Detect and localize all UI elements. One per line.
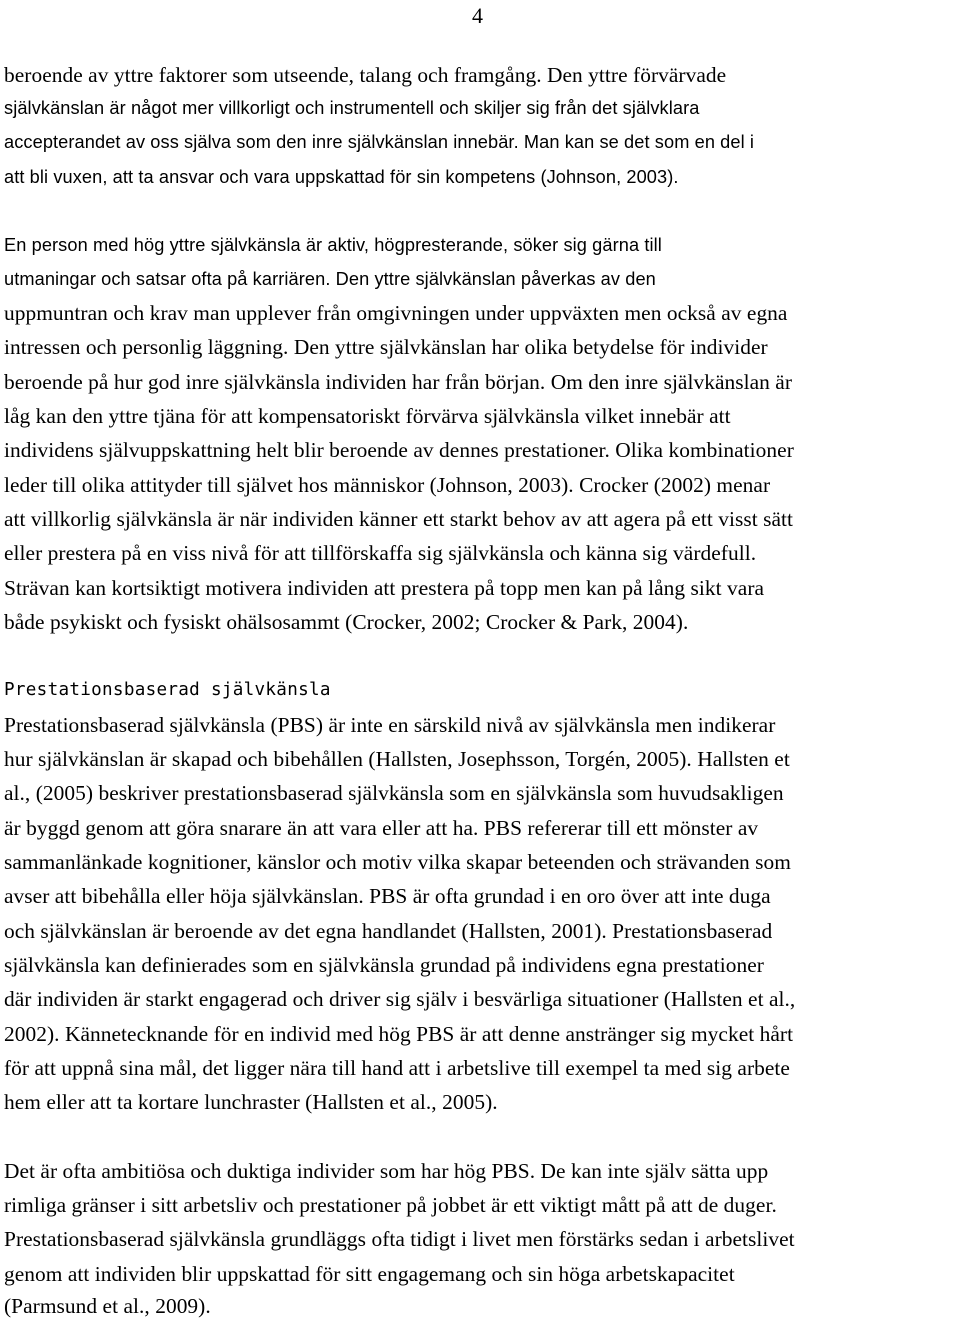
paragraph-line: (Parmsund et al., 2009). (4, 1294, 211, 1318)
paragraph-line: självkänsla kan definierades som en självkänsla grundad på individens egna prestationer (4, 953, 764, 977)
paragraph-line: där individen är starkt engagerad och driver sig själv i besvärliga situationer (Hallsten et al., (4, 987, 796, 1011)
paragraph-line: Strävan kan kortsiktigt motivera individen att prestera på topp men kan på lång sikt vara (4, 576, 765, 600)
paragraph-line: utmaningar och satsar ofta på karriären. Den yttre självkänslan påverkas av den (4, 269, 656, 289)
paragraph-line: 2002). Kännetecknande för en individ med hög PBS är att denne anstränger sig mycket hårt (4, 1022, 794, 1046)
paragraph-line: rimliga gränser i sitt arbetsliv och prestationer på jobbet är ett viktigt mått på att de duger. (4, 1193, 777, 1217)
paragraph-line: leder till olika attityder till självet hos människor (Johnson, 2003). Crocker (2002) menar (4, 473, 771, 497)
paragraph-line: avser att bibehålla eller höja självkänslan. PBS är ofta grundad i en oro över att inte duga (4, 884, 771, 908)
paragraph-line: både psykiskt och fysiskt ohälsosammt (Crocker, 2002; Crocker & Park, 2004). (4, 610, 689, 634)
paragraph-line: intressen och personlig läggning. Den yttre självkänslan har olika betydelse för individer (4, 335, 768, 359)
paragraph-line: hur självkänslan är skapad och bibehållen (Hallsten, Josephsson, Torgén, 2005). Hallsten et (4, 747, 790, 771)
paragraph-line: En person med hög yttre självkänsla är aktiv, högpresterande, söker sig gärna till (4, 235, 662, 255)
page-number: 4 (472, 3, 483, 28)
paragraph-line: Prestationsbaserad självkänsla (PBS) är inte en särskild nivå av självkänsla men indikerar (4, 713, 776, 737)
paragraph-line: för att uppnå sina mål, det ligger nära till hand att i arbetslive till exempel ta med sig arbete (4, 1056, 790, 1080)
section-heading: Prestationsbaserad självkänsla (4, 680, 331, 700)
paragraph-line: eller prestera på en viss nivå för att tillförskaffa sig självkänsla och känna sig värdefull. (4, 541, 757, 565)
paragraph-line: Prestationsbaserad självkänsla grundläggs ofta tidigt i livet men förstärks sedan i arbetslivet (4, 1227, 795, 1251)
paragraph-line: genom att individen blir uppskattad för sitt engagemang och sin höga arbetskapacitet (4, 1262, 735, 1286)
paragraph-line: är byggd genom att göra snarare än att vara eller att ha. PBS refererar till ett mönster av (4, 816, 759, 840)
paragraph-line: att bli vuxen, att ta ansvar och vara uppskattad för sin kompetens (Johnson, 2003). (4, 167, 679, 187)
paragraph-line: individens självuppskattning helt blir beroende av dennes prestationer. Olika kombinationer (4, 438, 794, 462)
paragraph-line: al., (2005) beskriver prestationsbaserad självkänsla som en självkänsla som huvudsakligen (4, 781, 784, 805)
paragraph-line: beroende på hur god inre självkänsla individen har från början. Om den inre självkänslan är (4, 370, 793, 394)
paragraph-line: och självkänslan är beroende av det egna handlandet (Hallsten, 2001). Prestationsbaserad (4, 919, 773, 943)
paragraph-line: accepterandet av oss själva som den inre självkänslan innebär. Man kan se det som en del i (4, 132, 755, 152)
paragraph-line: självkänslan är något mer villkorligt och instrumentell och skiljer sig från det självklara (4, 98, 700, 118)
paragraph-line: beroende av yttre faktorer som utseende, talang och framgång. Den yttre förvärvade (4, 63, 727, 87)
paragraph-line: uppmuntran och krav man upplever från omgivningen under uppväxten men också av egna (4, 301, 788, 325)
paragraph-line: Det är ofta ambitiösa och duktiga individer som har hög PBS. De kan inte själv sätta upp (4, 1159, 769, 1183)
paragraph-line: att villkorlig självkänsla är när individen känner ett starkt behov av att agera på ett visst sätt (4, 507, 793, 531)
paragraph-line: låg kan den yttre tjäna för att kompensatoriskt förvärva självkänsla vilket innebär att (4, 404, 731, 428)
paragraph-line: hem eller att ta kortare lunchraster (Hallsten et al., 2005). (4, 1090, 498, 1114)
paragraph-line: sammanlänkade kognitioner, känslor och motiv vilka skapar beteenden och strävanden som (4, 850, 791, 874)
